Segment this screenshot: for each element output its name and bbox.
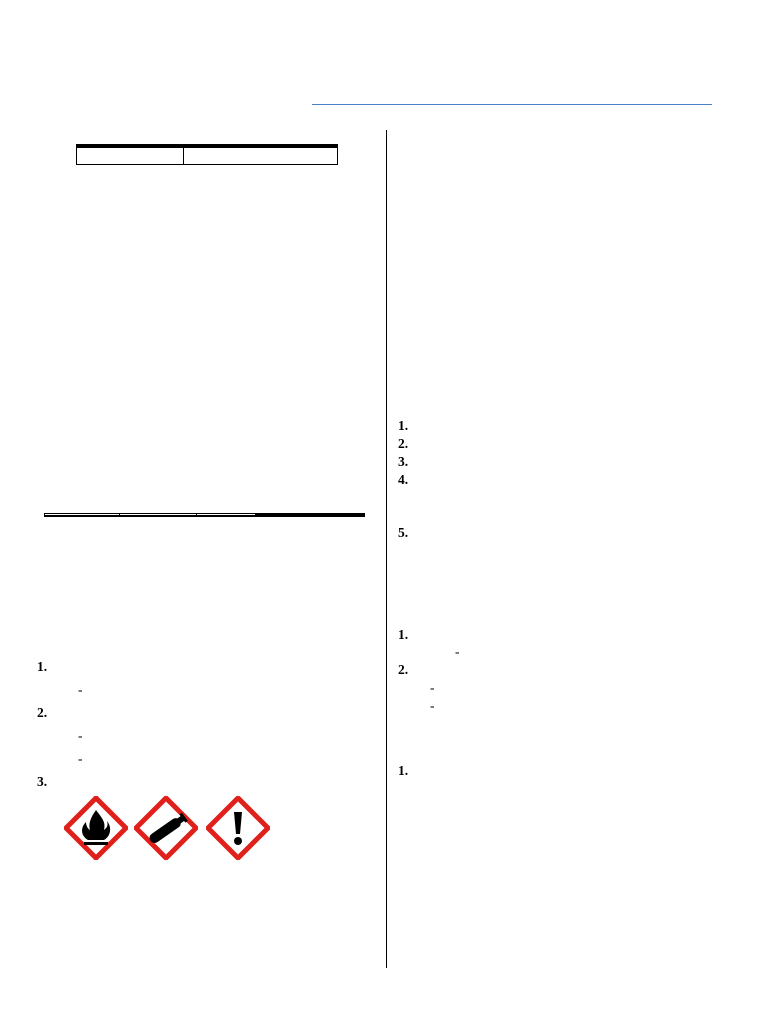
column-divider — [386, 130, 387, 968]
composition-table — [44, 513, 365, 517]
table-cell — [256, 516, 365, 517]
table-cell — [197, 516, 256, 517]
table-row — [45, 516, 365, 517]
table-cell — [77, 148, 184, 165]
identification-table — [76, 144, 338, 165]
table-cell — [120, 516, 197, 517]
table-cell — [184, 148, 338, 165]
gas-cylinder-pictogram-icon — [134, 796, 198, 860]
flame-pictogram-icon — [64, 796, 128, 860]
table-row — [77, 148, 338, 165]
table-cell — [45, 516, 120, 517]
exclamation-pictogram-icon — [206, 796, 270, 860]
header-rule — [312, 104, 712, 105]
